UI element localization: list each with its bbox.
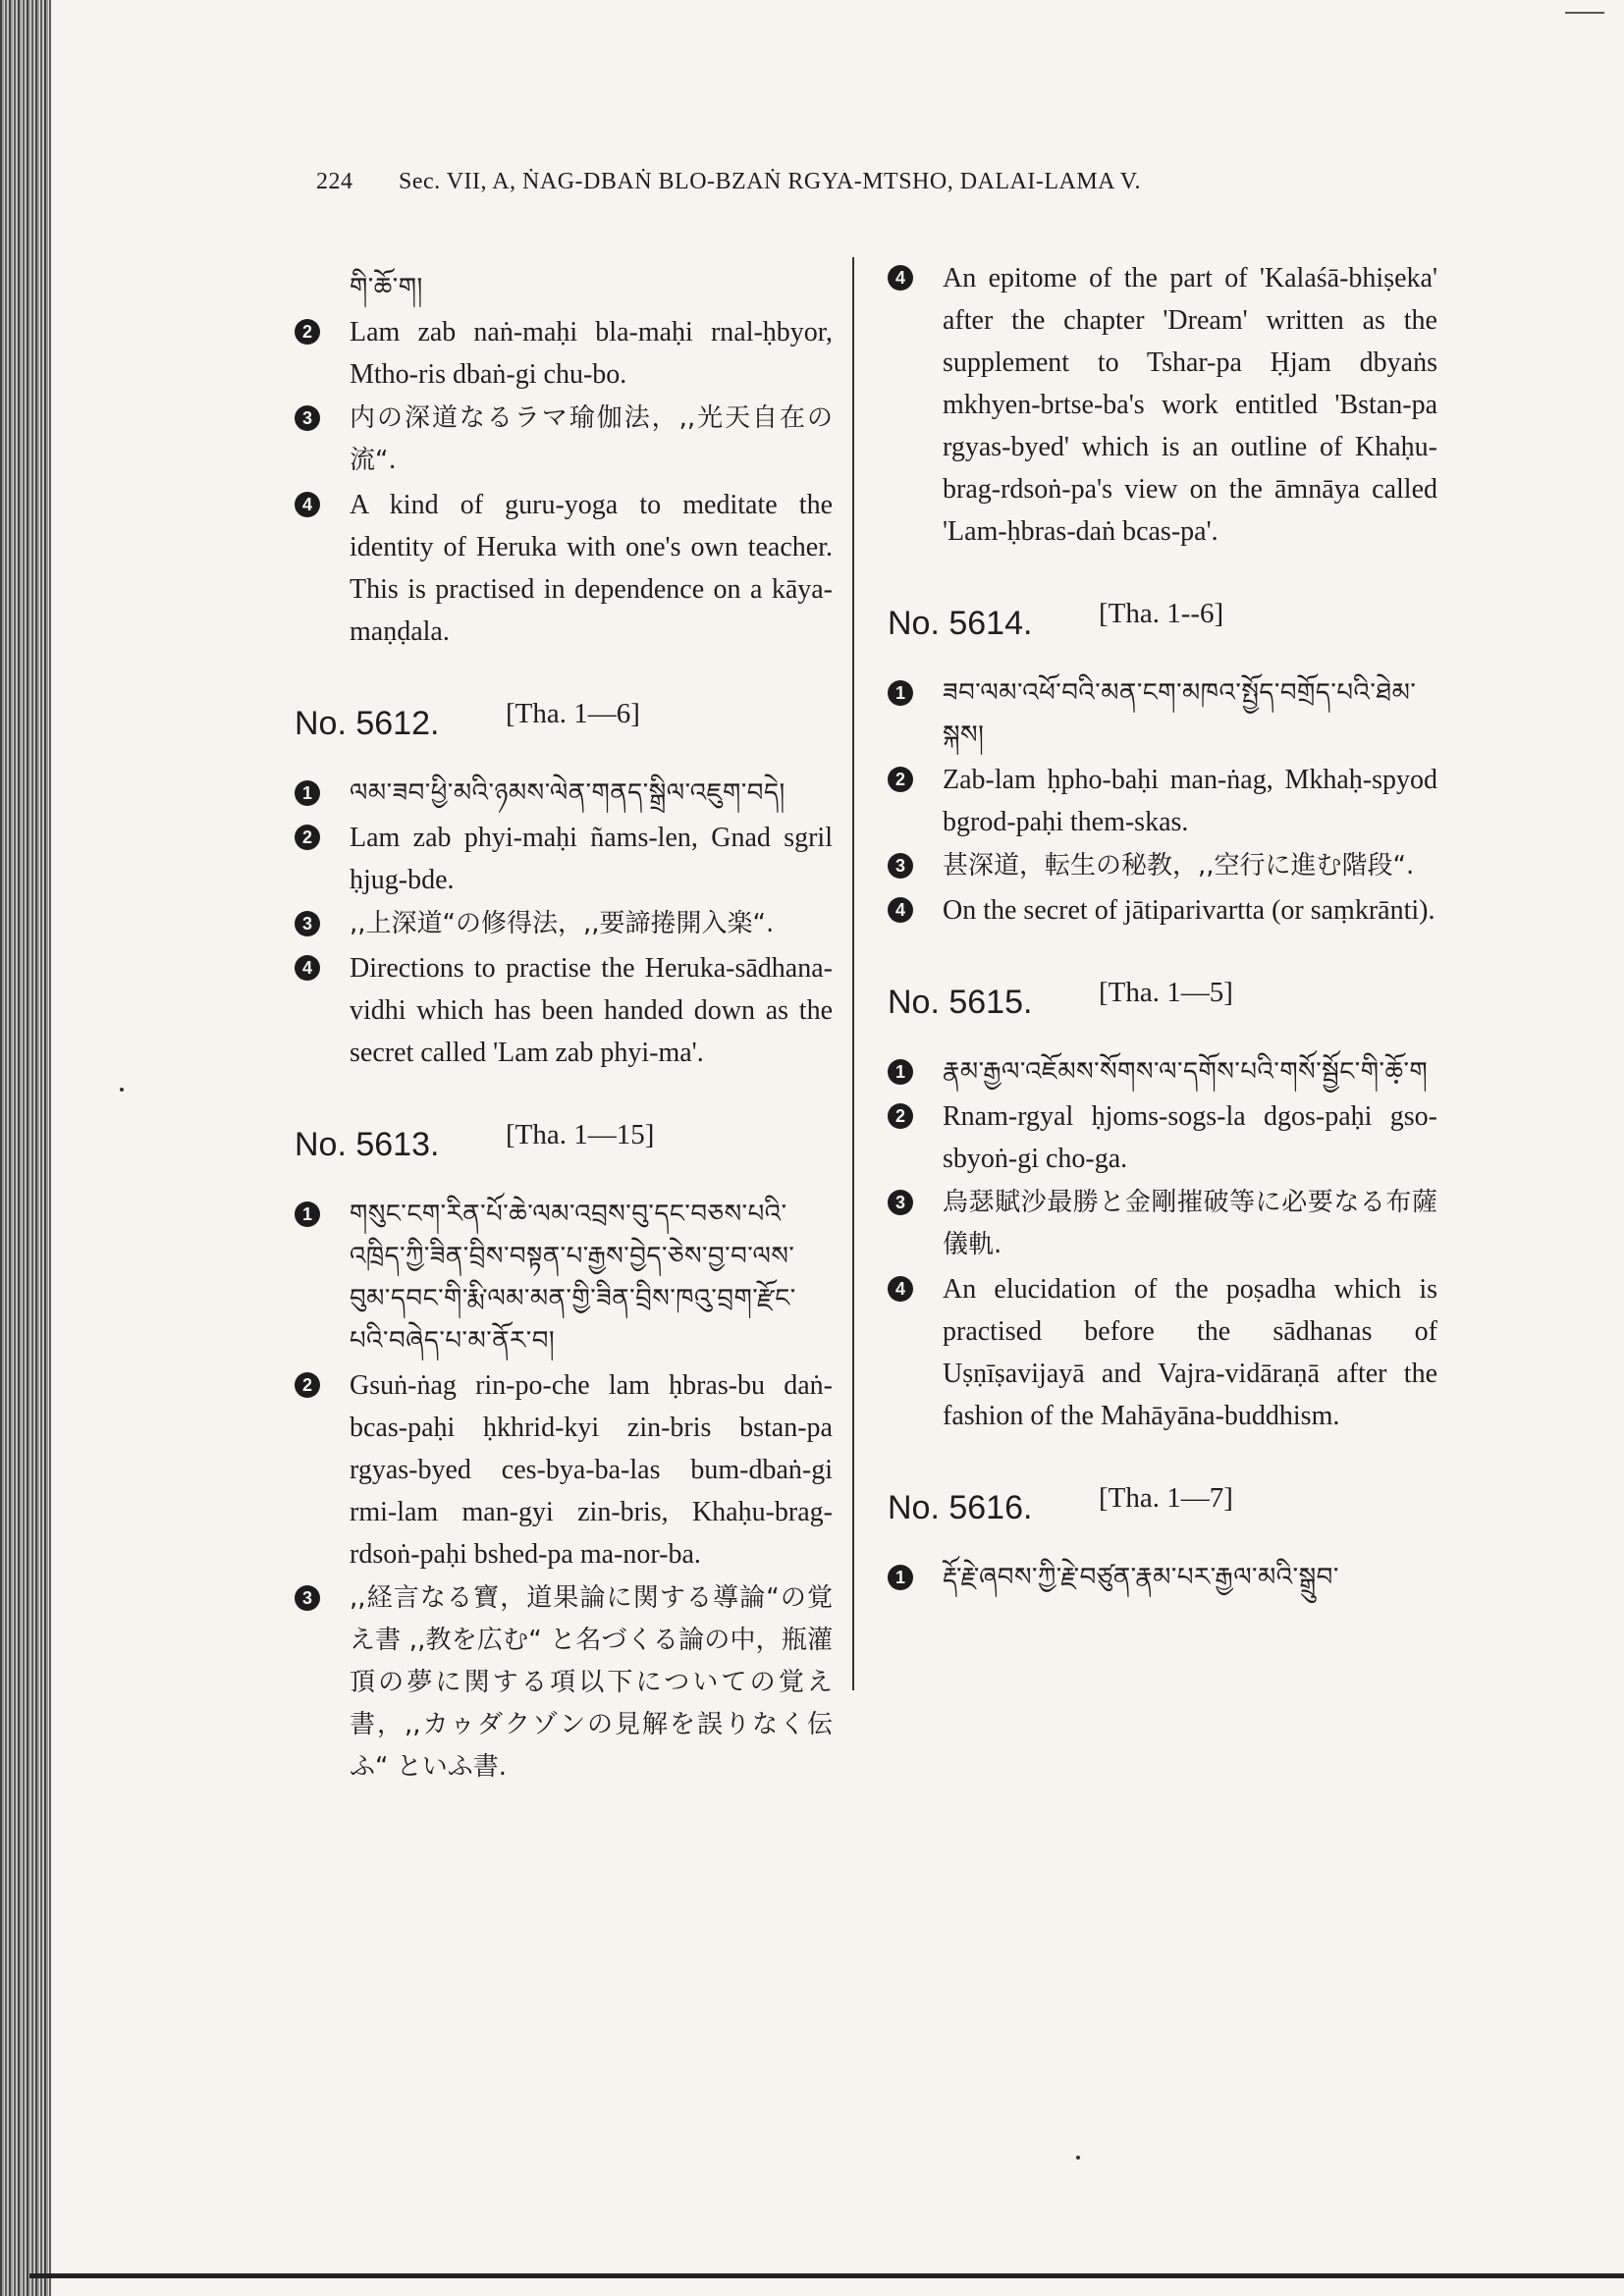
tibetan-title: རྣམ་རྒྱལ་འཇོམས་སོགས་ལ་དགོས་པའི་གསོ་སྦྱོང་གི་ཆོ་ག (943, 1057, 1429, 1087)
left-column (295, 267, 833, 1790)
english-description: An elucidation of the poṣadha which is practised before the sādhanas of Uṣṇīṣavijayā and Vajra-vidāraṇā after the fashion of the Mahāyāna-buddhism. (943, 1274, 1437, 1431)
circled-number-icon: 4 (888, 265, 913, 291)
transliterated-title: Lam zab naṅ-maḥi bla-maḥi rnal-ḥbyor, Mtho-ris dbaṅ-gi chu-bo. (350, 317, 833, 390)
book-spine-edge (0, 0, 51, 2296)
list-item (295, 817, 833, 901)
section-title: Sec. VII, A, ṄAG-DBAṄ BLO-BZAṄ RGYA-MTSHO, DALAI-LAMA V. (399, 169, 1141, 194)
scan-mark (1565, 12, 1604, 14)
list-item (295, 773, 833, 815)
scan-bottom-border (29, 2273, 1624, 2278)
transliterated-title: Lam zab phyi-maḥi ñams-len, Gnad sgril ḥjug-bde. (350, 823, 833, 895)
list-item (888, 1557, 1437, 1599)
list-item (888, 672, 1437, 757)
list-item (295, 267, 833, 309)
japanese-title: ,,上深道“の修得法，,,要諦捲開入楽“. (350, 909, 775, 938)
circled-number-icon: 2 (295, 825, 320, 850)
transliterated-title: Rnam-rgyal ḥjoms-sogs-la dgos-paḥi gso-sbyoṅ-gi cho-ga. (943, 1101, 1437, 1174)
entry-heading (888, 1482, 1437, 1531)
japanese-title: 内の深道なるラマ瑜伽法，,,光天自在の流“. (350, 403, 833, 475)
circled-number-icon: 4 (295, 955, 320, 981)
tibetan-title: ལམ་ཟབ་ཕྱི་མའི་ཉམས་ལེན་གནད་སྒྲིལ་འཇུག་བདེ། (350, 778, 785, 808)
entry-reference: [Tha. 1—15] (506, 1119, 655, 1150)
list-item (888, 759, 1437, 843)
circled-number-icon: 2 (888, 767, 913, 792)
catalog-entry (888, 598, 1437, 932)
list-item (888, 257, 1437, 553)
list-item (888, 1182, 1437, 1266)
running-header (316, 169, 1396, 195)
catalog-entry (295, 1119, 833, 1789)
entry-reference: [Tha. 1—5] (1099, 977, 1233, 1008)
tibetan-title: རྡོ་རྗེ་ཞབས་ཀྱི་རྗེ་བཙུན་རྣམ་པར་རྒྱལ་མའི་སྒྲུབ་ (943, 1563, 1339, 1592)
catalog-entry (888, 977, 1437, 1437)
list-item (295, 1194, 833, 1362)
japanese-title: 烏瑟賦沙最勝と金剛摧破等に必要なる布薩儀軌. (943, 1188, 1437, 1259)
entry-number: No. 5614. (888, 605, 1033, 642)
tibetan-title: གི་ཆོ་ག། (350, 273, 423, 302)
entry-heading (888, 977, 1437, 1026)
circled-number-icon: 1 (888, 1059, 913, 1085)
list-item (888, 1051, 1437, 1094)
right-column (888, 257, 1437, 1601)
entry-reference: [Tha. 1—6] (506, 698, 640, 729)
entry-heading (295, 698, 833, 747)
continuation-block (888, 257, 1437, 553)
circled-number-icon: 2 (888, 1103, 913, 1129)
catalog-entry (888, 1482, 1437, 1599)
list-item (888, 889, 1437, 932)
english-description: Directions to practise the Heruka-sādhana-vidhi which has been handed down as the secret called 'Lam zab phyi-ma'. (350, 953, 833, 1068)
transliterated-title: Zab-lam ḥpho-baḥi man-ṅag, Mkhaḥ-spyod bgrod-paḥi them-skas. (943, 765, 1437, 837)
list-item (888, 1268, 1437, 1437)
entry-heading (888, 598, 1437, 647)
catalog-entry (295, 698, 833, 1074)
list-item (295, 1577, 833, 1789)
list-item (295, 398, 833, 482)
entry-number: No. 5612. (295, 705, 440, 742)
japanese-title: ,,経言なる寶，道果論に関する導論“の覚え書 ,,教を広む“ と名づくる論の中，瓶灌頂の夢に関する項以下についての覚え書，,,カゥダクゾンの見解を誤りなく伝ふ“ といふ書. (350, 1583, 833, 1782)
japanese-title: 甚深道，転生の秘教，,,空行に進む階段“. (943, 851, 1415, 881)
circled-number-icon: 4 (295, 492, 320, 517)
entry-heading (295, 1119, 833, 1168)
column-divider (852, 257, 854, 1690)
speck (1076, 2156, 1080, 2160)
entry-number: No. 5616. (888, 1489, 1033, 1526)
entry-reference: [Tha. 1—7] (1099, 1482, 1233, 1514)
page-number: 224 (316, 169, 353, 194)
circled-number-icon: 4 (888, 1276, 913, 1302)
circled-number-icon: 3 (295, 1585, 320, 1611)
tibetan-title: ཟབ་ལམ་འཕོ་བའི་མན་ངག་མཁའ་སྤྱོད་བགྲོད་པའི་ཐེམ་སྐས། (943, 678, 1417, 750)
entry-number: No. 5613. (295, 1126, 440, 1163)
circled-number-icon: 1 (295, 1201, 320, 1227)
tibetan-title: གསུང་ངག་རིན་པོ་ཆེ་ལམ་འབྲས་བུ་དང་བཅས་པའི་འཁྲིད་ཀྱི་ཟིན་བྲིས་བསྟན་པ་རྒྱས་བྱེད་ཅེས་བྱ་བ་ལས་བུམ་དབང་གི་རྨི་ལམ་མན་གྱི་ཟིན་བྲིས་ཁའུ་བྲག་རྫོང་པའི་བཞེད་པ་མ་ནོར་བ། (350, 1200, 796, 1356)
circled-number-icon: 3 (888, 853, 913, 879)
entry-number: No. 5615. (888, 984, 1033, 1021)
circled-number-icon: 2 (295, 1372, 320, 1398)
list-item (295, 947, 833, 1074)
speck (120, 1088, 124, 1092)
circled-number-icon: 3 (888, 1190, 913, 1215)
english-description: A kind of guru-yoga to meditate the identity of Heruka with one's own teacher. This is practised in dependence on a kāya-maṇḍala. (350, 490, 833, 647)
list-item (295, 484, 833, 653)
circled-number-icon: 1 (295, 780, 320, 806)
english-description: On the secret of jātiparivartta (or saṃkrānti). (943, 895, 1435, 926)
english-description: An epitome of the part of 'Kalaśā-bhiṣeka' after the chapter 'Dream' written as the supplement to Tshar-pa Ḥjam dbyaṅs mkhyen-brtse-ba's work entitled 'Bstan-pa rgyas-byed' which is an outline of Khaḥu-brag-rdsoṅ-pa's view on the āmnāya called 'Lam-ḥbras-daṅ bcas-pa'. (943, 263, 1437, 547)
circled-number-icon: 3 (295, 405, 320, 431)
continuation-block (295, 267, 833, 653)
list-item (295, 311, 833, 396)
list-item (888, 1095, 1437, 1180)
circled-number-icon: 4 (888, 897, 913, 923)
circled-number-icon: 1 (888, 680, 913, 706)
entry-reference: [Tha. 1--6] (1099, 598, 1224, 629)
circled-number-icon: 2 (295, 319, 320, 345)
circled-number-icon: 3 (295, 911, 320, 936)
circled-number-icon: 1 (888, 1565, 913, 1590)
transliterated-title: Gsuṅ-ṅag rin-po-che lam ḥbras-bu daṅ-bcas-paḥi ḥkhrid-kyi zin-bris bstan-pa rgyas-byed ces-bya-ba-las bum-dbaṅ-gi rmi-lam man-gyi zin-bris, Khaḥu-brag-rdsoṅ-paḥi bshed-pa ma-nor-ba. (350, 1370, 833, 1570)
list-item (888, 845, 1437, 887)
list-item (295, 903, 833, 945)
list-item (295, 1364, 833, 1575)
